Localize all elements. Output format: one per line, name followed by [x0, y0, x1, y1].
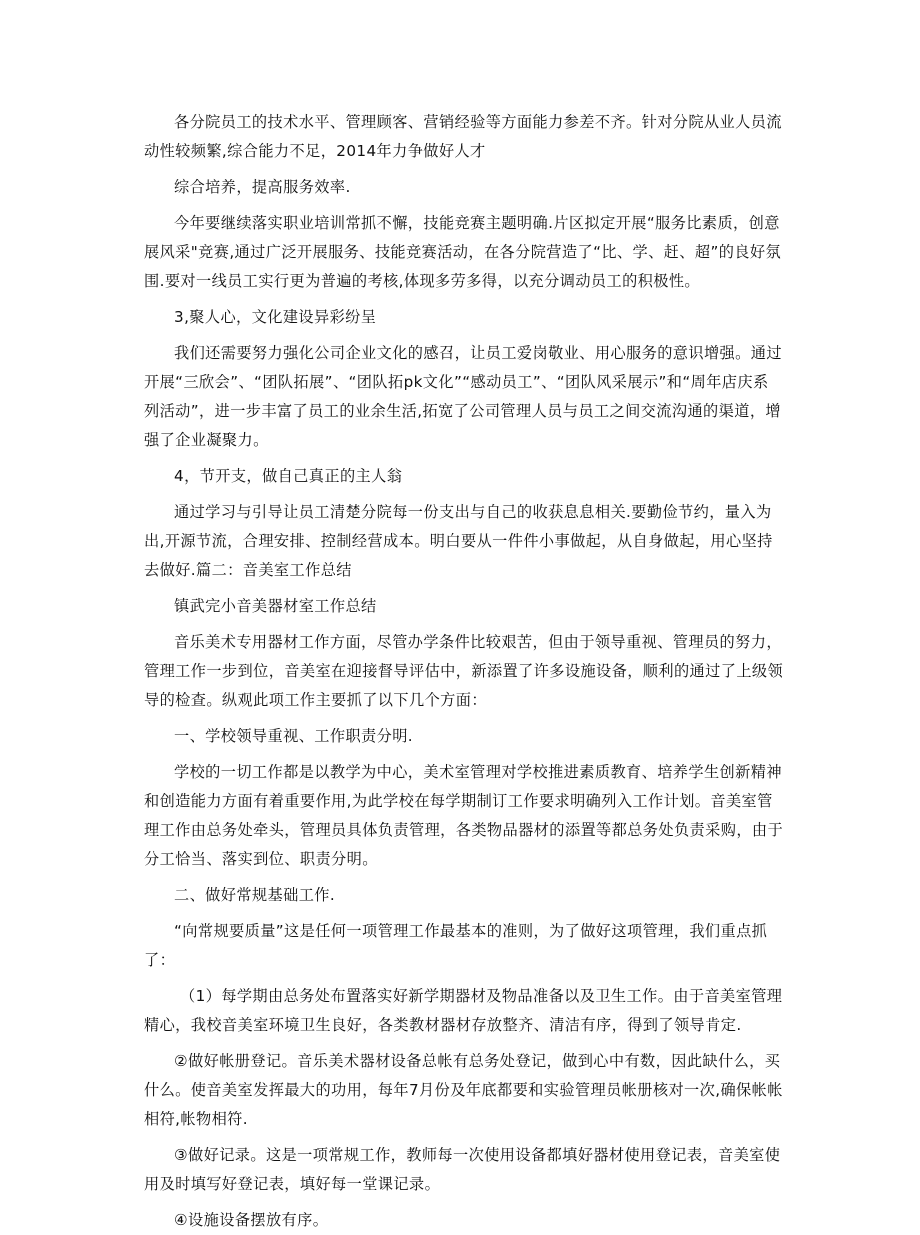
paragraph-talent-skills: 各分院员工的技术水平、管理顾客、营销经验等方面能力参差不齐。针对分院从业人员流动性较频繁,综合能力不足，2014年力争做好人才: [144, 113, 782, 160]
paragraph-service-efficiency: 综合培养，提高服务效率.: [174, 178, 351, 196]
list-item-records: ③做好记录。这是一项常规工作，教师每一次使用设备都填好器材使用登记表，音美室使用及时填写好登记表，填好每一堂课记录。: [144, 1146, 781, 1193]
document-body: [144, 108, 784, 1235]
document-subtitle: 镇武完小音美器材室工作总结: [174, 597, 377, 615]
paragraph-quality-principle: “向常规要质量”这是任何一项管理工作最基本的准则，为了做好这项管理，我们重点抓了：: [144, 922, 768, 969]
paragraph-skill-competition: 今年要继续落实职业培训常抓不懈，技能竞赛主题明确.片区拟定开展“服务比素质，创意展风采"竞赛,通过广泛开展服务、技能竞赛活动，在各分院营造了“比、学、赶、超”的良好氛围.要对一线员工实行更为普遍的考核,体现多劳多得，以充分调动员工的积极性。: [144, 214, 782, 290]
paragraph-management-duties: 学校的一切工作都是以教学为中心，美术室管理对学校推进素质教育、培养学生创新精神和创造能力方面有着重要作用,为此学校在每学期制订工作要求明确列入工作计划。音美室管理工作由总务处牵头，管理员具体负责管理，各类物品器材的添置等都总务处负责采购，由于分工恰当、落实到位、职责分明。: [144, 763, 784, 868]
paragraph-cost-control: 通过学习与引导让员工清楚分院每一份支出与自己的收获息息相关.要勤俭节约，量入为出,开源节流，合理安排、控制经营成本。明白要从一件件小事做起，从自身做起，用心坚持去做好.篇二：音美室工作总结: [144, 503, 773, 579]
list-item-arrangement: ④设施设备摆放有序。: [174, 1211, 329, 1229]
list-item-ledger: ②做好帐册登记。音乐美术器材设备总帐有总务处登记，做到心中有数，因此缺什么，买什么。使音美室发挥最大的功用，每年7月份及年底都要和实验管理员帐册核对一次,确保帐帐相符,帐物相符.: [144, 1052, 783, 1128]
heading-leadership: 一、学校领导重视、工作职责分明.: [174, 727, 414, 745]
heading-routine-work: 二、做好常规基础工作.: [174, 886, 336, 904]
paragraph-company-culture: 我们还需要努力强化公司企业文化的感召，让员工爱岗敬业、用心服务的意识增强。通过开展“三欣会”、“团队拓展”、“团队拓pk文化”“感动员工”、“团队风采展示”和“周年店庆系列活动”，进一步丰富了员工的业余生活,拓宽了公司管理人员与员工之间交流沟通的渠道，增强了企业凝聚力。: [144, 344, 782, 449]
list-item-preparation: （1）每学期由总务处布置落实好新学期器材及物品准备以及卫生工作。由于音美室管理精心，我校音美室环境卫生良好，各类教材器材存放整齐、清洁有序，得到了领导肯定.: [144, 987, 783, 1034]
paragraph-equipment-overview: 音乐美术专用器材工作方面，尽管办学条件比较艰苦，但由于领导重视、管理员的努力，管理工作一步到位，音美室在迎接督导评估中，新添置了许多设施设备，顺利的通过了上级领导的检查。纵观此项工作主要抓了以下几个方面：: [144, 633, 784, 709]
heading-cost-saving: 4，节开支，做自己真正的主人翁: [174, 467, 403, 485]
heading-culture-building: 3,聚人心，文化建设异彩纷呈: [174, 308, 377, 326]
